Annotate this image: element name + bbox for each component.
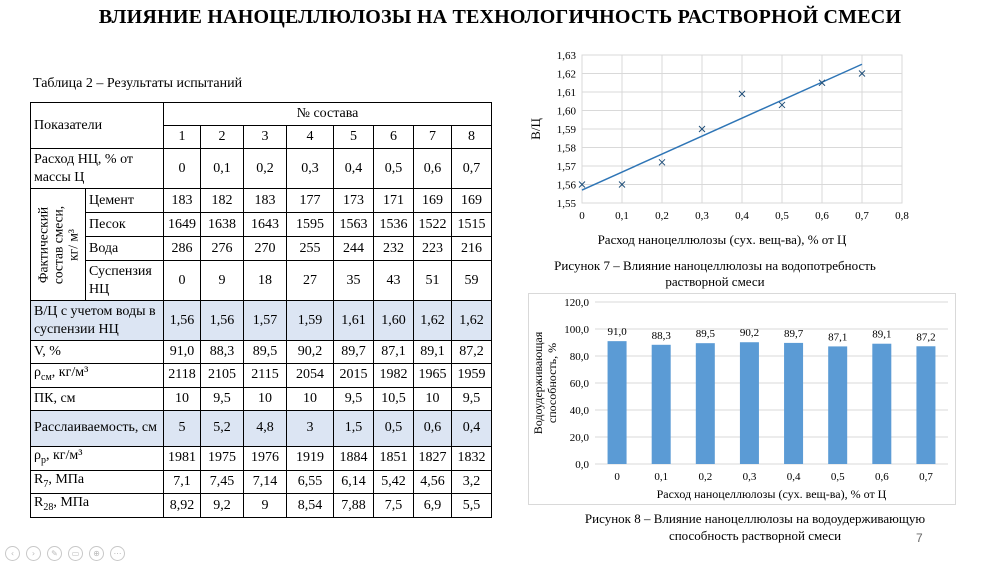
table-cell: 10 — [287, 387, 334, 410]
table-cell: 2118 — [164, 364, 201, 388]
row-label — [31, 446, 164, 470]
row-label — [31, 494, 164, 518]
table-cell: 51 — [414, 261, 452, 301]
y-tick-label: 1,56 — [556, 179, 576, 192]
table-cell: 1,56 — [164, 301, 201, 341]
table-cell: 0,5 — [374, 410, 414, 446]
table-cell: 6,55 — [287, 470, 334, 494]
composition-group-label — [31, 189, 86, 301]
x-tick-label: 0,6 — [874, 471, 889, 483]
table-cell: 2115 — [244, 364, 287, 388]
bar-value-label: 91,0 — [607, 326, 627, 339]
table-cell: 5,42 — [374, 470, 414, 494]
x-tick-label: 0,3 — [742, 471, 757, 483]
row-label-symbol: ρ — [34, 365, 41, 380]
table-cell: 0,5 — [374, 149, 414, 189]
bar-value-label: 90,2 — [739, 327, 760, 340]
bar — [916, 346, 935, 464]
x-tick-label: 0,2 — [698, 471, 713, 483]
table-cell: 8,92 — [164, 494, 201, 518]
table-row — [31, 494, 492, 518]
y-tick-label: 20,0 — [569, 432, 589, 444]
y-tick-label: 1,55 — [556, 198, 576, 210]
table-cell: 88,3 — [201, 341, 244, 364]
table-cell: 183 — [164, 189, 201, 213]
table-cell: 59 — [452, 261, 492, 301]
table-cell: 1,60 — [374, 301, 414, 341]
row-label-subscript: см — [41, 371, 52, 383]
y-tick-label: 1,57 — [556, 161, 576, 173]
table-cell: 1959 — [452, 364, 492, 388]
y-tick-label: 1,62 — [556, 68, 576, 81]
y-tick-label: 40,0 — [569, 405, 589, 417]
row-label: Расход НЦ, % от массы Ц — [31, 149, 164, 189]
table-caption: Таблица 2 – Результаты испытаний — [33, 76, 243, 91]
table-cell: 1,62 — [452, 301, 492, 341]
table-row — [31, 261, 492, 301]
table-cell: 171 — [374, 189, 414, 213]
trendline — [582, 64, 862, 190]
table-cell: 2054 — [287, 364, 334, 388]
slide-title: ВЛИЯНИЕ НАНОЦЕЛЛЮЛОЗЫ НА ТЕХНОЛОГИЧНОСТЬ РАСТВОРНОЙ СМЕСИ — [98, 6, 902, 28]
table-cell: 1981 — [164, 446, 201, 470]
table-cell: 5 — [164, 410, 201, 446]
figure-8-caption — [540, 510, 970, 544]
table-cell: 1,61 — [334, 301, 374, 341]
table-row — [31, 387, 492, 410]
composition-number: 5 — [334, 126, 374, 149]
table-cell: 1515 — [452, 213, 492, 237]
row-label: Вода — [86, 237, 164, 261]
table-cell: 1595 — [287, 213, 334, 237]
row-label-symbol: R — [34, 495, 44, 511]
x-tick-label: 0 — [614, 471, 620, 483]
x-tick-label: 0,3 — [695, 210, 709, 222]
table-cell: 0,4 — [452, 410, 492, 446]
table-cell: 1827 — [414, 446, 452, 470]
table-row — [31, 213, 492, 237]
table-cell: 0 — [164, 149, 201, 189]
table-cell: 18 — [244, 261, 287, 301]
slideshow-nav — [5, 546, 125, 561]
table-cell: 2015 — [334, 364, 374, 388]
header-indicators: Показатели — [31, 103, 164, 149]
table-cell: 7,14 — [244, 470, 287, 494]
table-cell: 276 — [201, 237, 244, 261]
table-cell: 216 — [452, 237, 492, 261]
table-cell: 1,62 — [414, 301, 452, 341]
row-label-unit: , кг/м³ — [51, 365, 89, 380]
table-cell: 1832 — [452, 446, 492, 470]
table-cell: 182 — [201, 189, 244, 213]
slides-icon[interactable]: ▭ — [68, 546, 83, 561]
table-cell: 1851 — [374, 446, 414, 470]
y-axis-label-line1: Водоудерживающая — [531, 331, 545, 435]
bar-value-label: 89,7 — [783, 327, 804, 340]
table-cell: 89,1 — [414, 341, 452, 364]
table-cell: 1884 — [334, 446, 374, 470]
figure-7-caption-line1: Рисунок 7 – Влияние наноцеллюлозы на водопотребность — [554, 258, 876, 273]
y-tick-label: 60,0 — [569, 378, 589, 390]
table-row — [31, 410, 492, 446]
table-cell: 90,2 — [287, 341, 334, 364]
table-cell: 10 — [244, 387, 287, 410]
composition-number: 3 — [244, 126, 287, 149]
row-label-unit: , МПа — [53, 495, 90, 511]
bar-value-label: 89,5 — [695, 328, 715, 341]
table-cell: 6,9 — [414, 494, 452, 518]
table-cell: 5,2 — [201, 410, 244, 446]
pen-icon[interactable]: ✎ — [47, 546, 62, 561]
y-tick-label: 1,63 — [556, 50, 576, 62]
table-cell: 0,6 — [414, 410, 452, 446]
table-cell: 4,8 — [244, 410, 287, 446]
x-tick-label: 0,8 — [895, 210, 909, 222]
table-cell: 244 — [334, 237, 374, 261]
more-icon[interactable]: ⋯ — [110, 546, 125, 561]
x-tick-label: 0,7 — [919, 471, 933, 483]
table-cell: 1522 — [414, 213, 452, 237]
table-cell: 9,5 — [334, 387, 374, 410]
bar-value-label: 89,1 — [872, 328, 892, 341]
table-cell: 255 — [287, 237, 334, 261]
table-cell: 1643 — [244, 213, 287, 237]
row-label: ПК, см — [31, 387, 164, 410]
table-cell: 0,1 — [201, 149, 244, 189]
table-cell: 0 — [164, 261, 201, 301]
table-cell: 1638 — [201, 213, 244, 237]
table-cell: 43 — [374, 261, 414, 301]
x-axis-label: Расход наноцеллюлозы (сух. вещ-ва), % от Ц — [597, 232, 847, 247]
figure-8-caption-line1: Рисунок 8 – Влияние наноцеллюлозы на водоудерживающую — [584, 511, 926, 526]
header-composition: № состава — [164, 103, 492, 126]
bar — [696, 343, 715, 464]
table-cell: 2105 — [201, 364, 244, 388]
table-cell: 286 — [164, 237, 201, 261]
group-label-line: Фактический — [35, 206, 51, 283]
table-cell: 223 — [414, 237, 452, 261]
table-row — [31, 446, 492, 470]
figure-7-caption — [520, 258, 910, 290]
table-row — [31, 237, 492, 261]
table-cell: 0,3 — [287, 149, 334, 189]
figure-7-caption-line2: растворной смеси — [665, 274, 765, 289]
x-tick-label: 0,4 — [786, 471, 801, 483]
table-cell: 7,1 — [164, 470, 201, 494]
figure-8-caption-line2: способность растворной смеси — [668, 528, 842, 543]
y-tick-label: 1,60 — [556, 105, 576, 118]
table-row — [31, 470, 492, 494]
table-cell: 7,45 — [201, 470, 244, 494]
table-cell: 0,7 — [452, 149, 492, 189]
table-cell: 9 — [201, 261, 244, 301]
y-axis-label-line2: способность, % — [545, 342, 559, 424]
x-tick-label: 0,5 — [830, 471, 845, 483]
y-tick-label: 1,61 — [556, 87, 576, 99]
table-row — [31, 341, 492, 364]
table-cell: 8,54 — [287, 494, 334, 518]
x-tick-label: 0,7 — [855, 210, 869, 222]
table-cell: 177 — [287, 189, 334, 213]
row-label: Суспензия НЦ — [86, 261, 164, 301]
table-cell: 5,5 — [452, 494, 492, 518]
x-tick-label: 0,6 — [815, 210, 829, 222]
bar — [608, 341, 627, 464]
x-tick-label: 0,1 — [615, 210, 629, 222]
previous-icon[interactable]: ‹ — [5, 546, 20, 561]
x-tick-label: 0,5 — [775, 210, 789, 222]
composition-number: 6 — [374, 126, 414, 149]
table-cell: 1965 — [414, 364, 452, 388]
table-cell: 0,4 — [334, 149, 374, 189]
row-label — [31, 470, 164, 494]
table-cell: 9 — [244, 494, 287, 518]
table-cell: 1649 — [164, 213, 201, 237]
table-cell: 89,7 — [334, 341, 374, 364]
table-cell: 4,56 — [414, 470, 452, 494]
x-tick-label: 0,1 — [654, 471, 669, 483]
group-label-line: состав смеси, — [50, 205, 66, 284]
page-number: 7 — [916, 531, 923, 545]
table-cell: 1976 — [244, 446, 287, 470]
row-label-unit: , кг/м³ — [46, 447, 83, 463]
table-cell: 270 — [244, 237, 287, 261]
row-label: Песок — [86, 213, 164, 237]
table-cell: 10,5 — [374, 387, 414, 410]
table-cell: 7,88 — [334, 494, 374, 518]
table-cell: 1,57 — [244, 301, 287, 341]
table-cell: 27 — [287, 261, 334, 301]
results-table — [30, 102, 492, 518]
row-label: В/Ц с учетом воды в суспензии НЦ — [31, 301, 164, 341]
composition-number: 8 — [452, 126, 492, 149]
row-label-symbol: R — [34, 471, 44, 487]
composition-number: 4 — [287, 126, 334, 149]
bar — [652, 345, 671, 464]
table-cell: 1,56 — [201, 301, 244, 341]
y-axis-label — [531, 331, 559, 434]
table-row — [31, 189, 492, 213]
row-label-subscript: р — [41, 454, 46, 466]
table-cell: 232 — [374, 237, 414, 261]
row-label: V, % — [31, 341, 164, 364]
table-cell: 3 — [287, 410, 334, 446]
x-axis-label: Расход наноцеллюлозы (сух. вещ-ва), % от Ц — [656, 487, 887, 501]
table-cell: 6,14 — [334, 470, 374, 494]
bar — [740, 342, 759, 464]
table-cell: 1536 — [374, 213, 414, 237]
table-cell: 9,5 — [201, 387, 244, 410]
water-retention-chart — [528, 293, 956, 505]
table-row — [31, 149, 492, 189]
table-cell: 1975 — [201, 446, 244, 470]
y-tick-label: 100,0 — [564, 324, 589, 336]
row-label-unit: , МПа — [48, 471, 85, 487]
table-cell: 173 — [334, 189, 374, 213]
table-cell: 91,0 — [164, 341, 201, 364]
table-cell: 9,2 — [201, 494, 244, 518]
composition-number: 7 — [414, 126, 452, 149]
y-axis-label: В/Ц — [528, 118, 543, 140]
composition-number: 1 — [164, 126, 201, 149]
table-cell: 10 — [164, 387, 201, 410]
y-tick-label: 120,0 — [564, 297, 589, 309]
bar — [872, 344, 891, 464]
table-cell: 87,2 — [452, 341, 492, 364]
y-tick-label: 1,58 — [556, 142, 576, 155]
table-cell: 9,5 — [452, 387, 492, 410]
table-cell: 169 — [452, 189, 492, 213]
table-cell: 183 — [244, 189, 287, 213]
table-cell: 169 — [414, 189, 452, 213]
table-cell: 1,5 — [334, 410, 374, 446]
row-label-subscript: 28 — [43, 502, 54, 514]
y-tick-label: 0,0 — [575, 459, 589, 471]
x-tick-label: 0 — [579, 210, 585, 222]
bar-value-label: 88,3 — [651, 329, 671, 342]
row-label-symbol: ρ — [34, 447, 41, 463]
table-cell: 3,2 — [452, 470, 492, 494]
bar-value-label: 87,2 — [916, 331, 936, 344]
zoom-icon[interactable]: ⊕ — [89, 546, 104, 561]
water-demand-chart — [520, 46, 910, 250]
table-cell: 87,1 — [374, 341, 414, 364]
table-row — [31, 364, 492, 388]
table-cell: 1982 — [374, 364, 414, 388]
bar — [784, 343, 803, 464]
table-cell: 10 — [414, 387, 452, 410]
bar — [828, 346, 847, 464]
row-label — [31, 364, 164, 388]
table-cell: 1919 — [287, 446, 334, 470]
row-label: Цемент — [86, 189, 164, 213]
row-label: Расслаиваемость, см — [31, 410, 164, 446]
composition-number: 2 — [201, 126, 244, 149]
x-tick-label: 0,2 — [655, 210, 669, 222]
table-cell: 1563 — [334, 213, 374, 237]
x-tick-label: 0,4 — [735, 210, 749, 222]
table-cell: 35 — [334, 261, 374, 301]
table-cell: 1,59 — [287, 301, 334, 341]
group-label-line: кг/ м³ — [65, 228, 81, 261]
table-cell: 0,6 — [414, 149, 452, 189]
table-cell: 0,2 — [244, 149, 287, 189]
table-cell: 89,5 — [244, 341, 287, 364]
table-cell: 7,5 — [374, 494, 414, 518]
row-label-subscript: 7 — [43, 478, 49, 490]
bar-value-label: 87,1 — [828, 331, 848, 344]
next-icon[interactable]: › — [26, 546, 41, 561]
y-tick-label: 1,59 — [556, 124, 576, 136]
table-row — [31, 301, 492, 341]
y-tick-label: 80,0 — [569, 351, 589, 363]
